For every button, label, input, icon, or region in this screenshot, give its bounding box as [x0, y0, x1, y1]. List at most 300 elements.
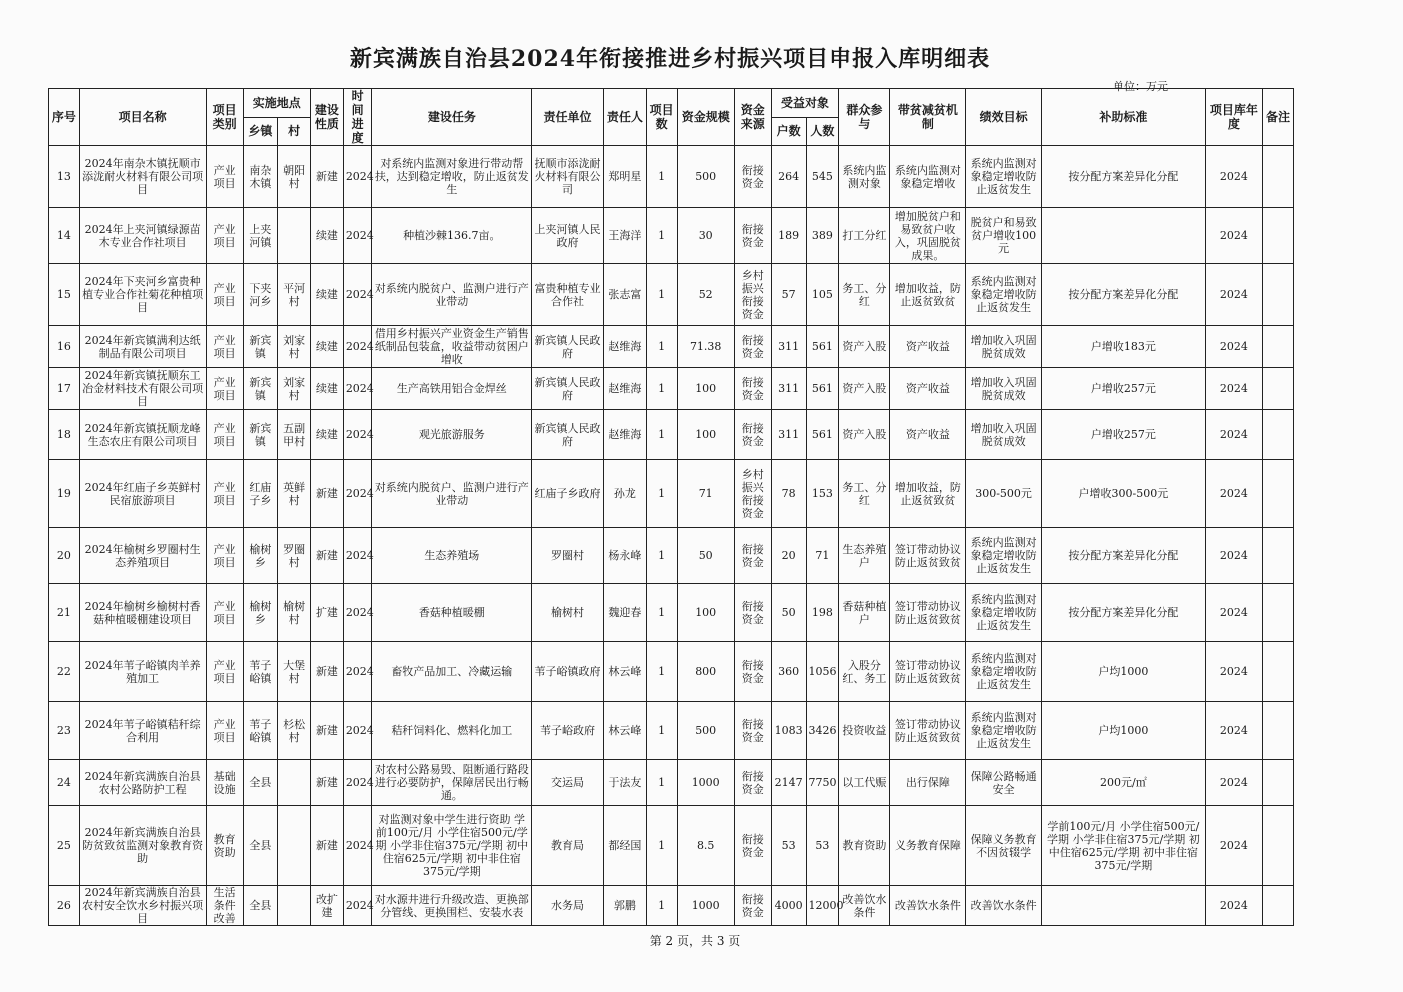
- cell-village: 罗圈村: [278, 528, 311, 584]
- cell-nature: 新建: [311, 146, 344, 208]
- cell-person: 都经国: [603, 806, 646, 886]
- cell-source: 衔接资金: [734, 702, 771, 760]
- cell-subsidy: 按分配方案差异化分配: [1041, 146, 1205, 208]
- cell-households: 311: [771, 410, 806, 460]
- cell-scale: 100: [677, 584, 734, 642]
- cell-schedule: 2024: [343, 702, 372, 760]
- header-note: 备注: [1263, 89, 1294, 146]
- cell-households: 360: [771, 642, 806, 702]
- cell-town: 新宾镇: [243, 326, 278, 368]
- cell-name: 2024年榆树乡罗圈村生态养殖项目: [79, 528, 206, 584]
- cell-scale: 71: [677, 460, 734, 528]
- cell-participation: 投资收益: [839, 702, 890, 760]
- cell-schedule: 2024: [343, 208, 372, 264]
- cell-type: 产业项目: [206, 208, 243, 264]
- cell-goal: 增加收入巩固脱贫成效: [966, 326, 1042, 368]
- cell-count: 1: [646, 326, 677, 368]
- table-row: [49, 460, 1294, 528]
- project-table: [48, 88, 1294, 926]
- cell-note: [1263, 584, 1294, 642]
- cell-town: 下夹河乡: [243, 264, 278, 326]
- cell-mechanism: 签订带动协议防止返贫致贫: [890, 642, 966, 702]
- cell-unit-resp: 苇子峪政府: [532, 702, 604, 760]
- cell-people: 561: [806, 368, 839, 410]
- table-row: [49, 528, 1294, 584]
- cell-note: [1263, 702, 1294, 760]
- cell-note: [1263, 368, 1294, 410]
- header-households: 户数: [771, 117, 806, 146]
- cell-person: 郭鹏: [603, 886, 646, 926]
- cell-year: 2024: [1205, 146, 1262, 208]
- cell-people: 561: [806, 326, 839, 368]
- cell-seq: 22: [49, 642, 80, 702]
- cell-goal: 增加收入巩固脱贫成效: [966, 410, 1042, 460]
- cell-people: 7750: [806, 760, 839, 806]
- cell-schedule: 2024: [343, 326, 372, 368]
- cell-unit-resp: 教育局: [532, 806, 604, 886]
- cell-subsidy: 按分配方案差异化分配: [1041, 264, 1205, 326]
- cell-count: 1: [646, 584, 677, 642]
- cell-participation: 生态养殖户: [839, 528, 890, 584]
- cell-unit-resp: 罗圈村: [532, 528, 604, 584]
- cell-subsidy: [1041, 886, 1205, 926]
- page-title: 新宾满族自治县2024年衔接推进乡村振兴项目申报入库明细表: [349, 46, 991, 72]
- cell-town: 上夹河镇: [243, 208, 278, 264]
- cell-village: 英鲜村: [278, 460, 311, 528]
- cell-subsidy: [1041, 208, 1205, 264]
- cell-year: 2024: [1205, 410, 1262, 460]
- cell-source: 衔接资金: [734, 528, 771, 584]
- cell-village: [278, 760, 311, 806]
- cell-people: 545: [806, 146, 839, 208]
- cell-participation: 资产入股: [839, 368, 890, 410]
- header-type: 项目类别: [206, 89, 243, 146]
- cell-count: 1: [646, 642, 677, 702]
- table-row: [49, 264, 1294, 326]
- cell-count: 1: [646, 368, 677, 410]
- cell-count: 1: [646, 146, 677, 208]
- cell-mechanism: 签订带动协议防止返贫致贫: [890, 528, 966, 584]
- cell-count: 1: [646, 806, 677, 886]
- cell-nature: 新建: [311, 702, 344, 760]
- cell-year: 2024: [1205, 326, 1262, 368]
- cell-scale: 52: [677, 264, 734, 326]
- cell-mechanism: 义务教育保障: [890, 806, 966, 886]
- cell-subsidy: 户增收183元: [1041, 326, 1205, 368]
- cell-type: 教育资助: [206, 806, 243, 886]
- cell-village: 平河村: [278, 264, 311, 326]
- header-unit: 责任单位: [532, 89, 604, 146]
- cell-year: 2024: [1205, 208, 1262, 264]
- cell-goal: 系统内监测对象稳定增收防止返贫发生: [966, 146, 1042, 208]
- header-year: 项目库年度: [1205, 89, 1262, 146]
- header-seq: 序号: [49, 89, 80, 146]
- table-row: [49, 702, 1294, 760]
- cell-people: 3426: [806, 702, 839, 760]
- cell-participation: 以工代赈: [839, 760, 890, 806]
- cell-village: 刘家村: [278, 326, 311, 368]
- cell-note: [1263, 410, 1294, 460]
- cell-households: 264: [771, 146, 806, 208]
- cell-unit-resp: 新宾镇人民政府: [532, 326, 604, 368]
- cell-scale: 50: [677, 528, 734, 584]
- cell-type: 产业项目: [206, 642, 243, 702]
- cell-unit-resp: 富贵种植专业合作社: [532, 264, 604, 326]
- cell-person: 赵维海: [603, 410, 646, 460]
- header-beneficiary: 受益对象: [771, 89, 839, 118]
- header-mechanism: 带贫减贫机制: [890, 89, 966, 146]
- cell-task: 种植沙棘136.7亩。: [372, 208, 532, 264]
- cell-mechanism: 签订带动协议防止返贫致贫: [890, 702, 966, 760]
- cell-year: 2024: [1205, 460, 1262, 528]
- cell-village: 大堡村: [278, 642, 311, 702]
- cell-year: 2024: [1205, 264, 1262, 326]
- cell-mechanism: 改善饮水条件: [890, 886, 966, 926]
- cell-people: 71: [806, 528, 839, 584]
- cell-scale: 500: [677, 702, 734, 760]
- cell-people: 1056: [806, 642, 839, 702]
- cell-seq: 13: [49, 146, 80, 208]
- cell-people: 153: [806, 460, 839, 528]
- cell-name: 2024年新宾满族自治县防贫致贫监测对象教育资助: [79, 806, 206, 886]
- table-row: [49, 410, 1294, 460]
- cell-village: 杉松村: [278, 702, 311, 760]
- cell-source: 乡村振兴衔接资金: [734, 264, 771, 326]
- cell-year: 2024: [1205, 584, 1262, 642]
- cell-subsidy: 户均1000: [1041, 642, 1205, 702]
- cell-task: 秸秆饲料化、燃料化加工: [372, 702, 532, 760]
- cell-participation: 入股分红、务工: [839, 642, 890, 702]
- cell-nature: 新建: [311, 806, 344, 886]
- cell-goal: 系统内监测对象稳定增收防止返贫发生: [966, 642, 1042, 702]
- cell-seq: 25: [49, 806, 80, 886]
- cell-type: 产业项目: [206, 368, 243, 410]
- cell-goal: 系统内监测对象稳定增收防止返贫发生: [966, 702, 1042, 760]
- cell-person: 林云峰: [603, 642, 646, 702]
- cell-task: 生产高铁用铝合金焊丝: [372, 368, 532, 410]
- cell-schedule: 2024: [343, 368, 372, 410]
- cell-task: 生态养殖场: [372, 528, 532, 584]
- cell-source: 衔接资金: [734, 368, 771, 410]
- header-location: 实施地点: [243, 89, 311, 118]
- cell-year: 2024: [1205, 702, 1262, 760]
- table-row: [49, 584, 1294, 642]
- header-source: 资金来源: [734, 89, 771, 146]
- cell-mechanism: 资产收益: [890, 410, 966, 460]
- cell-subsidy: 户均1000: [1041, 702, 1205, 760]
- cell-schedule: 2024: [343, 642, 372, 702]
- cell-person: 王海洋: [603, 208, 646, 264]
- cell-nature: 新建: [311, 528, 344, 584]
- cell-subsidy: 户增收300-500元: [1041, 460, 1205, 528]
- cell-participation: 教育资助: [839, 806, 890, 886]
- cell-unit-resp: 红庙子乡政府: [532, 460, 604, 528]
- cell-schedule: 2024: [343, 806, 372, 886]
- cell-person: 魏迎春: [603, 584, 646, 642]
- cell-schedule: 2024: [343, 760, 372, 806]
- cell-seq: 26: [49, 886, 80, 926]
- cell-source: 衔接资金: [734, 886, 771, 926]
- cell-town: 榆树乡: [243, 584, 278, 642]
- cell-households: 78: [771, 460, 806, 528]
- cell-goal: 系统内监测对象稳定增收防止返贫发生: [966, 264, 1042, 326]
- cell-town: 全县: [243, 806, 278, 886]
- cell-year: 2024: [1205, 368, 1262, 410]
- cell-unit-resp: 抚顺市添泷耐火材料有限公司: [532, 146, 604, 208]
- cell-count: 1: [646, 702, 677, 760]
- cell-households: 50: [771, 584, 806, 642]
- cell-count: 1: [646, 528, 677, 584]
- cell-town: 榆树乡: [243, 528, 278, 584]
- cell-task: 香菇种植暖棚: [372, 584, 532, 642]
- cell-goal: 脱贫户和易致贫户增收100元: [966, 208, 1042, 264]
- cell-year: 2024: [1205, 642, 1262, 702]
- cell-town: 新宾镇: [243, 410, 278, 460]
- cell-mechanism: 增加收益，防止返贫致贫: [890, 264, 966, 326]
- cell-people: 53: [806, 806, 839, 886]
- table-row: [49, 208, 1294, 264]
- cell-people: 105: [806, 264, 839, 326]
- cell-task: 畜牧产品加工、冷藏运输: [372, 642, 532, 702]
- cell-note: [1263, 806, 1294, 886]
- cell-count: 1: [646, 264, 677, 326]
- cell-households: 20: [771, 528, 806, 584]
- cell-person: 林云峰: [603, 702, 646, 760]
- cell-type: 产业项目: [206, 702, 243, 760]
- cell-seq: 23: [49, 702, 80, 760]
- cell-subsidy: 按分配方案差异化分配: [1041, 528, 1205, 584]
- cell-schedule: 2024: [343, 584, 372, 642]
- cell-note: [1263, 208, 1294, 264]
- cell-households: 4000: [771, 886, 806, 926]
- header-scale: 资金规模: [677, 89, 734, 146]
- cell-name: 2024年下夹河乡富贵种植专业合作社菊花种植项目: [79, 264, 206, 326]
- table-row: [49, 326, 1294, 368]
- cell-scale: 30: [677, 208, 734, 264]
- cell-goal: 系统内监测对象稳定增收防止返贫发生: [966, 528, 1042, 584]
- cell-person: 赵维海: [603, 368, 646, 410]
- cell-source: 衔接资金: [734, 326, 771, 368]
- header-goal: 绩效目标: [966, 89, 1042, 146]
- cell-mechanism: 系统内监测对象稳定增收: [890, 146, 966, 208]
- cell-mechanism: 增加收益，防止返贫致贫: [890, 460, 966, 528]
- cell-participation: 打工分红: [839, 208, 890, 264]
- cell-nature: 新建: [311, 460, 344, 528]
- cell-year: 2024: [1205, 760, 1262, 806]
- cell-name: 2024年红庙子乡英鲜村民宿旅游项目: [79, 460, 206, 528]
- cell-scale: 100: [677, 368, 734, 410]
- cell-type: 产业项目: [206, 264, 243, 326]
- cell-subsidy: 户增收257元: [1041, 410, 1205, 460]
- cell-town: 苇子峪镇: [243, 702, 278, 760]
- cell-participation: 务工、分红: [839, 264, 890, 326]
- cell-type: 产业项目: [206, 410, 243, 460]
- cell-person: 于法友: [603, 760, 646, 806]
- cell-schedule: 2024: [343, 886, 372, 926]
- cell-subsidy: 按分配方案差异化分配: [1041, 584, 1205, 642]
- cell-name: 2024年榆树乡榆树村香菇种植暖棚建设项目: [79, 584, 206, 642]
- cell-name: 2024年新宾镇满利达纸制品有限公司项目: [79, 326, 206, 368]
- header-schedule: 时间进度: [343, 89, 372, 146]
- header-people: 人数: [806, 117, 839, 146]
- header-nature: 建设性质: [311, 89, 344, 146]
- cell-name: 2024年新宾满族自治县农村安全饮水乡村振兴项目: [79, 886, 206, 926]
- cell-note: [1263, 326, 1294, 368]
- cell-nature: 新建: [311, 760, 344, 806]
- cell-subsidy: 户增收257元: [1041, 368, 1205, 410]
- cell-schedule: 2024: [343, 146, 372, 208]
- cell-task: 对系统内脱贫户、监测户进行产业带动: [372, 460, 532, 528]
- cell-nature: 扩建: [311, 584, 344, 642]
- table-row: [49, 886, 1294, 926]
- cell-village: 朝阳村: [278, 146, 311, 208]
- cell-unit-resp: 上夹河镇人民政府: [532, 208, 604, 264]
- cell-unit-resp: 苇子峪镇政府: [532, 642, 604, 702]
- cell-mechanism: 资产收益: [890, 368, 966, 410]
- cell-note: [1263, 146, 1294, 208]
- cell-task: 对监测对象中学生进行资助 学前100元/月 小学住宿500元/学期 小学非住宿375元/学期 初中住宿625元/学期 初中非住宿375元/学期: [372, 806, 532, 886]
- cell-task: 对水源井进行升级改造、更换部分管线、更换围栏、安装水表: [372, 886, 532, 926]
- header-name: 项目名称: [79, 89, 206, 146]
- cell-scale: 800: [677, 642, 734, 702]
- cell-person: 赵维海: [603, 326, 646, 368]
- cell-village: 榆树村: [278, 584, 311, 642]
- cell-scale: 100: [677, 410, 734, 460]
- cell-nature: 续建: [311, 208, 344, 264]
- cell-town: 全县: [243, 886, 278, 926]
- cell-count: 1: [646, 760, 677, 806]
- cell-people: 561: [806, 410, 839, 460]
- cell-village: 刘家村: [278, 368, 311, 410]
- cell-type: 产业项目: [206, 460, 243, 528]
- table-body: [49, 146, 1294, 926]
- cell-count: 1: [646, 208, 677, 264]
- header-town: 乡镇: [243, 117, 278, 146]
- cell-schedule: 2024: [343, 264, 372, 326]
- cell-seq: 24: [49, 760, 80, 806]
- cell-note: [1263, 642, 1294, 702]
- cell-type: 产业项目: [206, 584, 243, 642]
- cell-seq: 18: [49, 410, 80, 460]
- cell-task: 对系统内脱贫户、监测户进行产业带动: [372, 264, 532, 326]
- cell-schedule: 2024: [343, 528, 372, 584]
- cell-scale: 8.5: [677, 806, 734, 886]
- cell-participation: 香菇种植户: [839, 584, 890, 642]
- cell-task: 对农村公路易毁、阻断通行路段进行必要防护，保障居民出行畅通。: [372, 760, 532, 806]
- cell-count: 1: [646, 410, 677, 460]
- cell-nature: 续建: [311, 410, 344, 460]
- cell-year: 2024: [1205, 886, 1262, 926]
- cell-count: 1: [646, 460, 677, 528]
- cell-goal: 300-500元: [966, 460, 1042, 528]
- cell-scale: 500: [677, 146, 734, 208]
- cell-unit-resp: 交运局: [532, 760, 604, 806]
- cell-nature: 续建: [311, 326, 344, 368]
- cell-type: 产业项目: [206, 326, 243, 368]
- cell-year: 2024: [1205, 528, 1262, 584]
- cell-village: 五副甲村: [278, 410, 311, 460]
- cell-type: 基础设施: [206, 760, 243, 806]
- header-subsidy: 补助标准: [1041, 89, 1205, 146]
- cell-participation: 资产入股: [839, 410, 890, 460]
- cell-count: 1: [646, 886, 677, 926]
- cell-households: 2147: [771, 760, 806, 806]
- cell-source: 衔接资金: [734, 642, 771, 702]
- cell-town: 红庙子乡: [243, 460, 278, 528]
- cell-mechanism: 出行保障: [890, 760, 966, 806]
- cell-scale: 71.38: [677, 326, 734, 368]
- header-task: 建设任务: [372, 89, 532, 146]
- cell-source: 衔接资金: [734, 146, 771, 208]
- cell-participation: 改善饮水条件: [839, 886, 890, 926]
- cell-households: 53: [771, 806, 806, 886]
- cell-note: [1263, 264, 1294, 326]
- cell-nature: 新建: [311, 642, 344, 702]
- cell-person: 孙龙: [603, 460, 646, 528]
- page-footer: 第 2 页，共 3 页: [649, 934, 741, 948]
- cell-person: 郑明星: [603, 146, 646, 208]
- cell-source: 衔接资金: [734, 806, 771, 886]
- cell-schedule: 2024: [343, 460, 372, 528]
- cell-people: 12000: [806, 886, 839, 926]
- cell-task: 对系统内监测对象进行带动帮扶，达到稳定增收，防止返贫发生: [372, 146, 532, 208]
- cell-seq: 20: [49, 528, 80, 584]
- unit-label: 单位：万元: [1113, 80, 1168, 93]
- table-row: [49, 368, 1294, 410]
- cell-mechanism: 签订带动协议防止返贫致贫: [890, 584, 966, 642]
- cell-name: 2024年新宾镇抚顺龙峰生态农庄有限公司项目: [79, 410, 206, 460]
- cell-mechanism: 资产收益: [890, 326, 966, 368]
- cell-village: [278, 886, 311, 926]
- cell-households: 1083: [771, 702, 806, 760]
- cell-name: 2024年新宾满族自治县农村公路防护工程: [79, 760, 206, 806]
- header-count: 项目数: [646, 89, 677, 146]
- cell-name: 2024年南杂木镇抚顺市添泷耐火材料有限公司项目: [79, 146, 206, 208]
- cell-households: 57: [771, 264, 806, 326]
- cell-note: [1263, 528, 1294, 584]
- cell-source: 衔接资金: [734, 208, 771, 264]
- cell-goal: 保障公路畅通安全: [966, 760, 1042, 806]
- cell-note: [1263, 886, 1294, 926]
- cell-source: 衔接资金: [734, 410, 771, 460]
- cell-participation: 务工、分红: [839, 460, 890, 528]
- header-participation: 群众参与: [839, 89, 890, 146]
- cell-seq: 16: [49, 326, 80, 368]
- cell-task: 观光旅游服务: [372, 410, 532, 460]
- cell-town: 苇子峪镇: [243, 642, 278, 702]
- cell-year: 2024: [1205, 806, 1262, 886]
- cell-unit-resp: 榆树村: [532, 584, 604, 642]
- cell-goal: 系统内监测对象稳定增收防止返贫发生: [966, 584, 1042, 642]
- cell-people: 198: [806, 584, 839, 642]
- cell-people: 389: [806, 208, 839, 264]
- cell-households: 311: [771, 326, 806, 368]
- cell-goal: 保障义务教育不因贫辍学: [966, 806, 1042, 886]
- cell-name: 2024年苇子峪镇秸秆综合利用: [79, 702, 206, 760]
- cell-goal: 改善饮水条件: [966, 886, 1042, 926]
- cell-village: [278, 208, 311, 264]
- cell-households: 189: [771, 208, 806, 264]
- cell-source: 衔接资金: [734, 760, 771, 806]
- cell-unit-resp: 新宾镇人民政府: [532, 410, 604, 460]
- cell-households: 311: [771, 368, 806, 410]
- cell-task: 借用乡村振兴产业资金生产销售纸制品包装盒，收益带动贫困户增收: [372, 326, 532, 368]
- cell-seq: 19: [49, 460, 80, 528]
- cell-town: 全县: [243, 760, 278, 806]
- table-row: [49, 806, 1294, 886]
- cell-town: 南杂木镇: [243, 146, 278, 208]
- cell-participation: 资产入股: [839, 326, 890, 368]
